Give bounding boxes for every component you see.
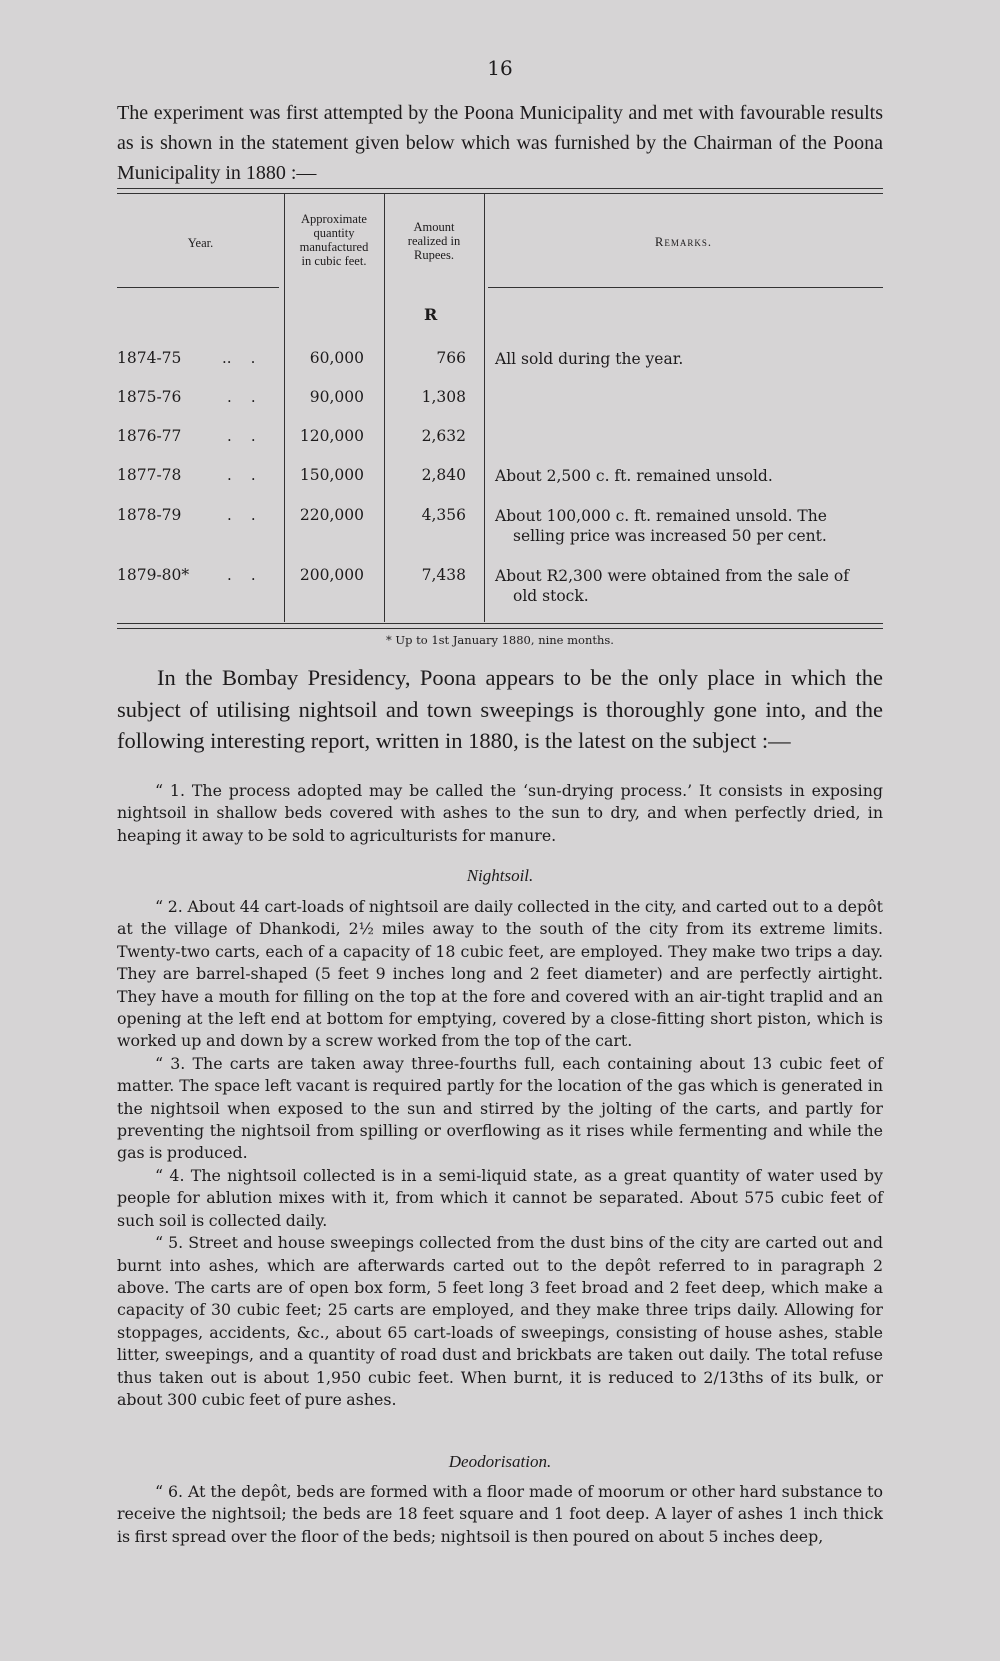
intro-paragraph: The experiment was first attempted by the Poona Municipality and met with favourable results as is shown in the statement given below which was furnished by the Chairman of the Poona Municipality in 1880 :—: [117, 102, 883, 184]
heading-nightsoil: Nightsoil.: [466, 866, 534, 885]
row-1-remarks: All sold during the year.: [495, 350, 684, 368]
paragraph-1: “ 1. The process adopted may be called the ‘sun-drying process.’ It consists in exposing nightsoil in shallow beds covered with ashes to the sun to dry, and when perfectly dried, in heaping it away to be sold to agriculturists for manure.: [117, 781, 883, 845]
row-5-quantity: 220,000: [299, 506, 364, 524]
row-5-remarks: About 100,000 c. ft. remained unsold. The selling price was increased 50 per cent.: [495, 507, 827, 545]
row-1-leader: .. .: [222, 349, 256, 367]
page-number: 16: [487, 56, 513, 80]
row-3-leader: . .: [227, 427, 256, 445]
row-2-leader: . .: [227, 388, 256, 406]
heading-deodorisation: Deodorisation.: [448, 1452, 552, 1471]
row-1-amount: 766: [436, 349, 466, 367]
row-5-leader: . .: [227, 506, 256, 524]
row-5-year: 1878-79: [117, 506, 182, 524]
row-2-amount: 1,308: [421, 388, 466, 406]
header-quantity: Approximate quantity manufactured in cubic feet.: [299, 212, 369, 268]
row-6-leader: . .: [227, 566, 256, 584]
row-1-quantity: 60,000: [309, 349, 364, 367]
table-header-rule-year: [117, 287, 279, 288]
table-top-rule: [117, 188, 883, 194]
row-3-year: 1876-77: [117, 427, 182, 445]
header-year: Year.: [187, 236, 214, 250]
paragraph-6: “ 6. At the depôt, beds are formed with a floor made of moorum or other hard substance to receive the nightsoil; the beds are 18 feet square and 1 foot deep. A layer of ashes 1 inch thick is first spread over the floor of the beds; nightsoil is then poured on about 5 inches deep,: [117, 1482, 883, 1546]
row-6-year: 1879-80*: [117, 566, 190, 584]
table-header-rule-remarks: [488, 287, 883, 288]
row-6-quantity: 200,000: [299, 566, 364, 584]
row-4-remarks: About 2,500 c. ft. remained unsold.: [495, 467, 773, 485]
bombay-paragraph: In the Bombay Presidency, Poona appears to be the only place in which the subject of utilising nightsoil and town sweepings is thoroughly gone into, and the following interesting report, written in 1880, is the latest on the subject :—: [117, 665, 883, 753]
table-bottom-rule: [117, 623, 883, 629]
row-3-amount: 2,632: [421, 427, 466, 445]
row-4-leader: . .: [227, 466, 256, 484]
header-remarks: Remarks.: [655, 235, 712, 249]
row-6-remarks: About R2,300 were obtained from the sale of old stock.: [495, 567, 849, 605]
paragraph-5: “ 5. Street and house sweepings collected from the dust bins of the city are carted out and burnt into ashes, which are afterwards carted out to the depôt referred to in paragraph 2 above. The carts are of open box form, 5 feet long 3 feet broad and 2 feet deep, which make a capacity of 30 cubic feet; 25 carts are employed, and they make three trips daily. Allowing for stoppages, accidents, &c., about 65 cart-loads of sweepings, consisting of house ashes, stable litter, sweepings, and a quantity of road dust and brickbats are taken out daily. The total refuse thus taken out is about 1,950 cubic feet. When burnt, it is reduced to 2/13ths of its bulk, or about 300 cubic feet of pure ashes.: [117, 1233, 883, 1409]
rupee-symbol: R: [424, 305, 438, 324]
row-2-year: 1875-76: [117, 388, 182, 406]
paragraph-4: “ 4. The nightsoil collected is in a semi-liquid state, as a great quantity of water used by people for ablution mixes with it, from which it cannot be separated. About 575 cubic feet of such soil is collected daily.: [117, 1165, 883, 1230]
row-5-amount: 4,356: [421, 506, 466, 524]
row-6-amount: 7,438: [421, 566, 466, 584]
header-amount: Amount realized in Rupees.: [407, 220, 461, 262]
row-4-amount: 2,840: [421, 466, 466, 484]
table-footnote: * Up to 1st January 1880, nine months.: [386, 633, 614, 647]
paragraphs-2-5: [117, 896, 883, 1411]
row-2-quantity: 90,000: [309, 388, 364, 406]
row-3-quantity: 120,000: [299, 427, 364, 445]
row-1-year: 1874-75: [117, 349, 182, 367]
paragraph-2: “ 2. About 44 cart-loads of nightsoil are daily collected in the city, and carted out to a depôt at the village of Dhankodi, 2½ miles away to the south of the city from its extreme limits. Twenty-two carts, each of a capacity of 18 cubic feet, are employed. They make two trips a day. They are barrel-shaped (5 feet 9 inches long and 2 feet diameter) and are perfectly airtight. They have a mouth for filling on the top at the fore and covered with an air-tight traplid and an opening at the left end at bottom for emptying, covered by a close-fitting short piston, which is worked up and down by a screw worked from the top of the cart.: [117, 897, 883, 1051]
paragraph-3: “ 3. The carts are taken away three-fourths full, each containing about 13 cubic feet of matter. The space left vacant is required partly for the location of the gas which is generated in the nightsoil when exposed to the sun and stirred by the jolting of the carts, and partly for preventing the nightsoil from spilling or overflowing as it rises while fermenting and while the gas is produced.: [117, 1053, 883, 1163]
table-col-divider-3: [484, 194, 485, 622]
row-4-quantity: 150,000: [299, 466, 364, 484]
row-4-year: 1877-78: [117, 466, 182, 484]
